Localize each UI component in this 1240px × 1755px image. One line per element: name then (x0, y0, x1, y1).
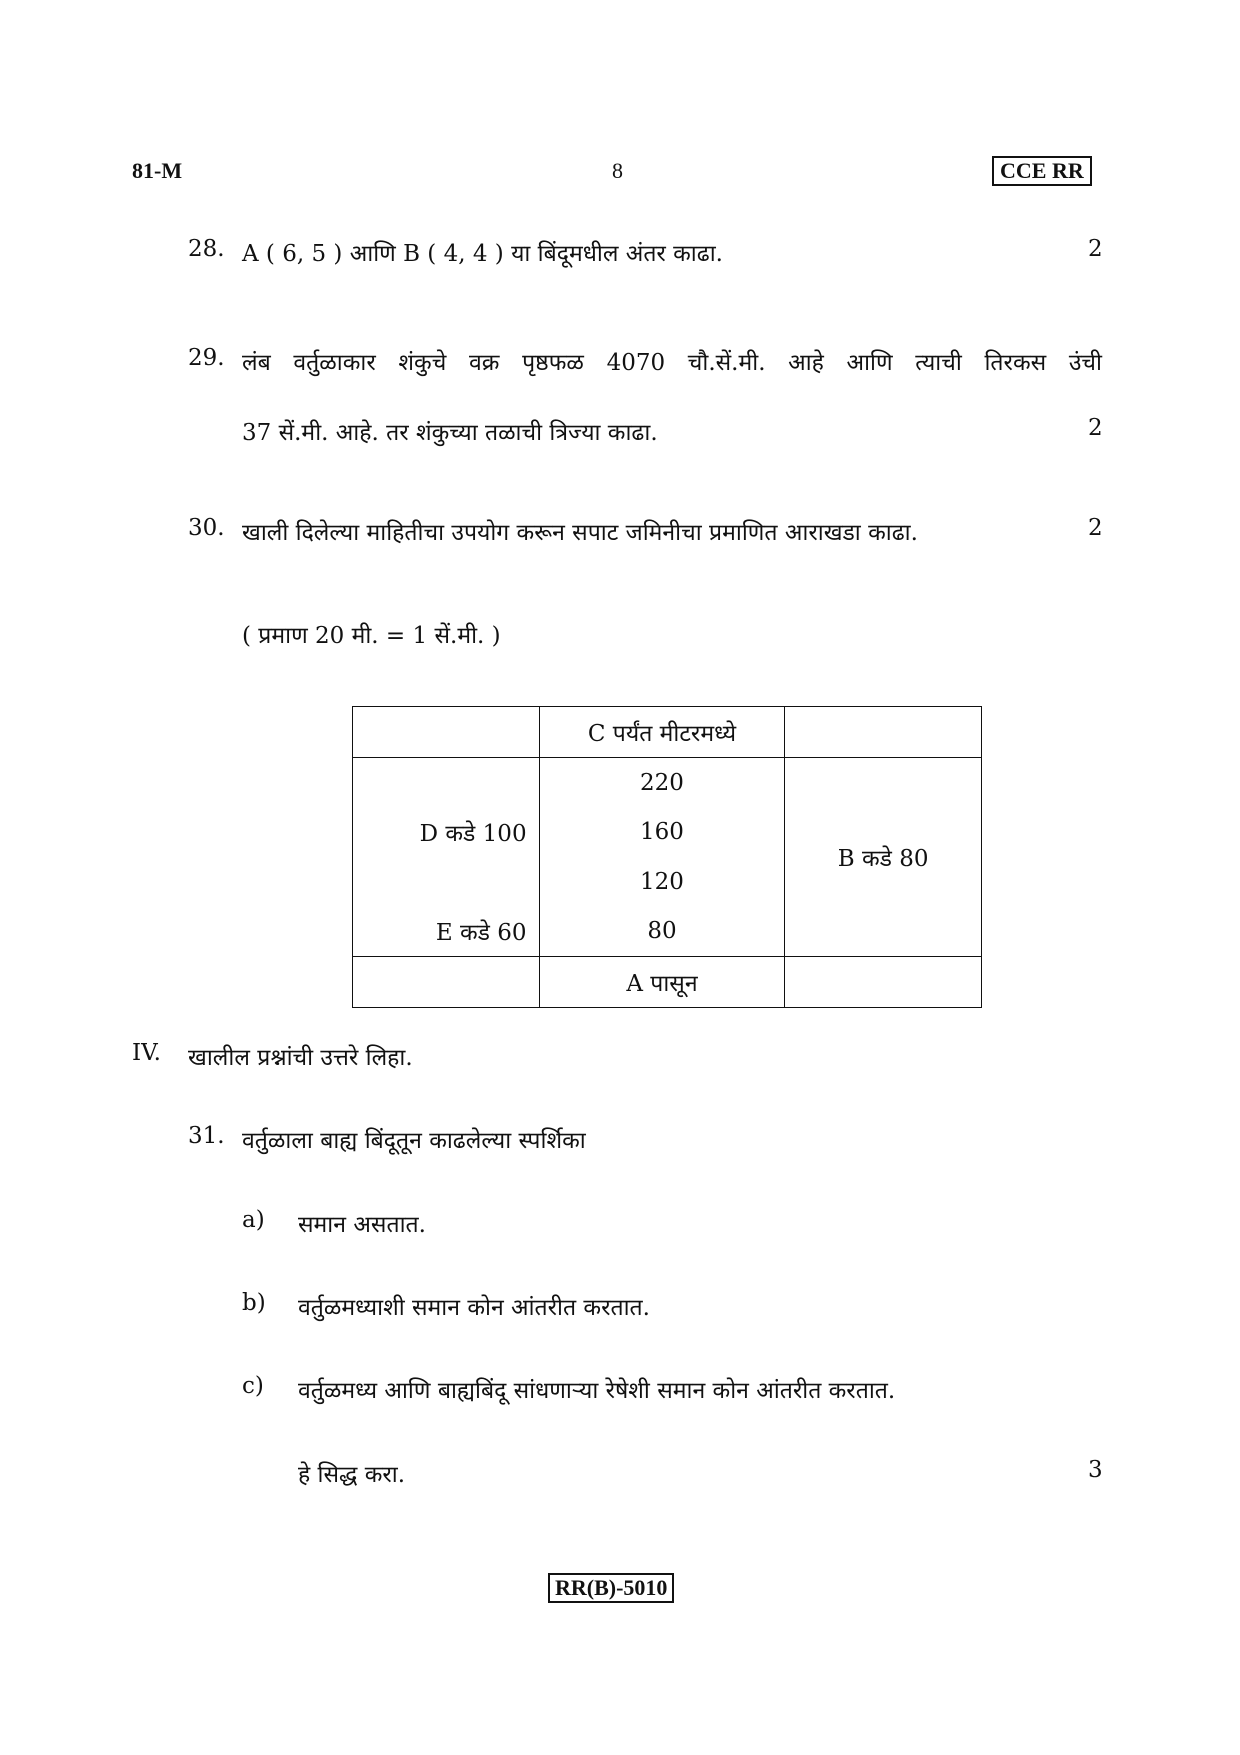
paper-code: 81-M (132, 158, 183, 183)
table-cell (785, 707, 982, 758)
page-number: 8 (612, 158, 623, 183)
option-c-label: c) (242, 1373, 264, 1399)
question-29-number: 29. (188, 345, 225, 371)
section-instruction: खालील प्रश्नांची उत्तरे लिहा. (188, 1045, 413, 1071)
section-label: IV. (132, 1040, 161, 1066)
option-a-text: समान असतात. (298, 1212, 426, 1238)
left-offset (365, 758, 527, 808)
right-offset-cell: B कडे 80 (785, 758, 982, 957)
exam-box-label: CCE RR (992, 156, 1092, 186)
chainage-value: 80 (647, 918, 677, 945)
question-28-text: A ( 6, 5 ) आणि B ( 4, 4 ) या बिंदूमधील अंतर काढा. (242, 241, 723, 267)
chainage-value: 220 (640, 769, 684, 796)
option-b-label: b) (242, 1290, 266, 1316)
question-31-closing: हे सिद्ध करा. (298, 1462, 406, 1488)
left-offset: E कडे 60 (435, 920, 527, 947)
question-30-number: 30. (188, 515, 225, 541)
question-29-marks: 2 (1088, 415, 1103, 441)
question-30-marks: 2 (1088, 515, 1103, 541)
option-a-label: a) (242, 1207, 265, 1233)
question-31-number: 31. (188, 1123, 225, 1149)
table-cell (353, 707, 540, 758)
left-offset (365, 857, 527, 907)
question-29-line1: लंब वर्तुळाकार शंकुचे वक्र पृष्ठफळ 4070 चौ.सें.मी. आहे आणि त्याची तिरकस उंची (242, 350, 1102, 376)
table-body-row (353, 758, 982, 957)
table-footer-middle: A पासून (539, 957, 785, 1008)
question-30-scale: ( प्रमाण 20 मी. = 1 सें.मी. ) (242, 623, 501, 649)
table-header-middle: C पर्यंत मीटरमध्ये (539, 707, 785, 758)
question-29-line2: 37 सें.मी. आहे. तर शंकुच्या तळाची त्रिज्या काढा. (242, 420, 658, 446)
table-footer-row (353, 957, 982, 1008)
chainage-value: 120 (640, 868, 684, 895)
question-28-marks: 2 (1088, 236, 1103, 262)
survey-table (352, 706, 982, 1008)
footer-code-box: RR(B)-5010 (548, 1573, 674, 1603)
question-28-number: 28. (188, 236, 225, 262)
left-offset: D कडे 100 (419, 821, 527, 848)
table-header-row (353, 707, 982, 758)
table-cell (353, 957, 540, 1008)
option-b-text: वर्तुळमध्याशी समान कोन आंतरीत करतात. (298, 1295, 650, 1321)
chainage-value: 160 (640, 819, 684, 846)
table-cell (785, 957, 982, 1008)
chainage-cell (539, 758, 785, 957)
left-offsets-cell (353, 758, 540, 957)
option-c-text: वर्तुळमध्य आणि बाह्यबिंदू सांधणाऱ्या रेषेशी समान कोन आंतरीत करतात. (298, 1378, 896, 1404)
question-31-text: वर्तुळाला बाह्य बिंदूतून काढलेल्या स्पर्शिका (242, 1128, 586, 1154)
question-31-marks: 3 (1088, 1457, 1103, 1483)
question-30-text: खाली दिलेल्या माहितीचा उपयोग करून सपाट जमिनीचा प्रमाणित आराखडा काढा. (242, 520, 918, 546)
